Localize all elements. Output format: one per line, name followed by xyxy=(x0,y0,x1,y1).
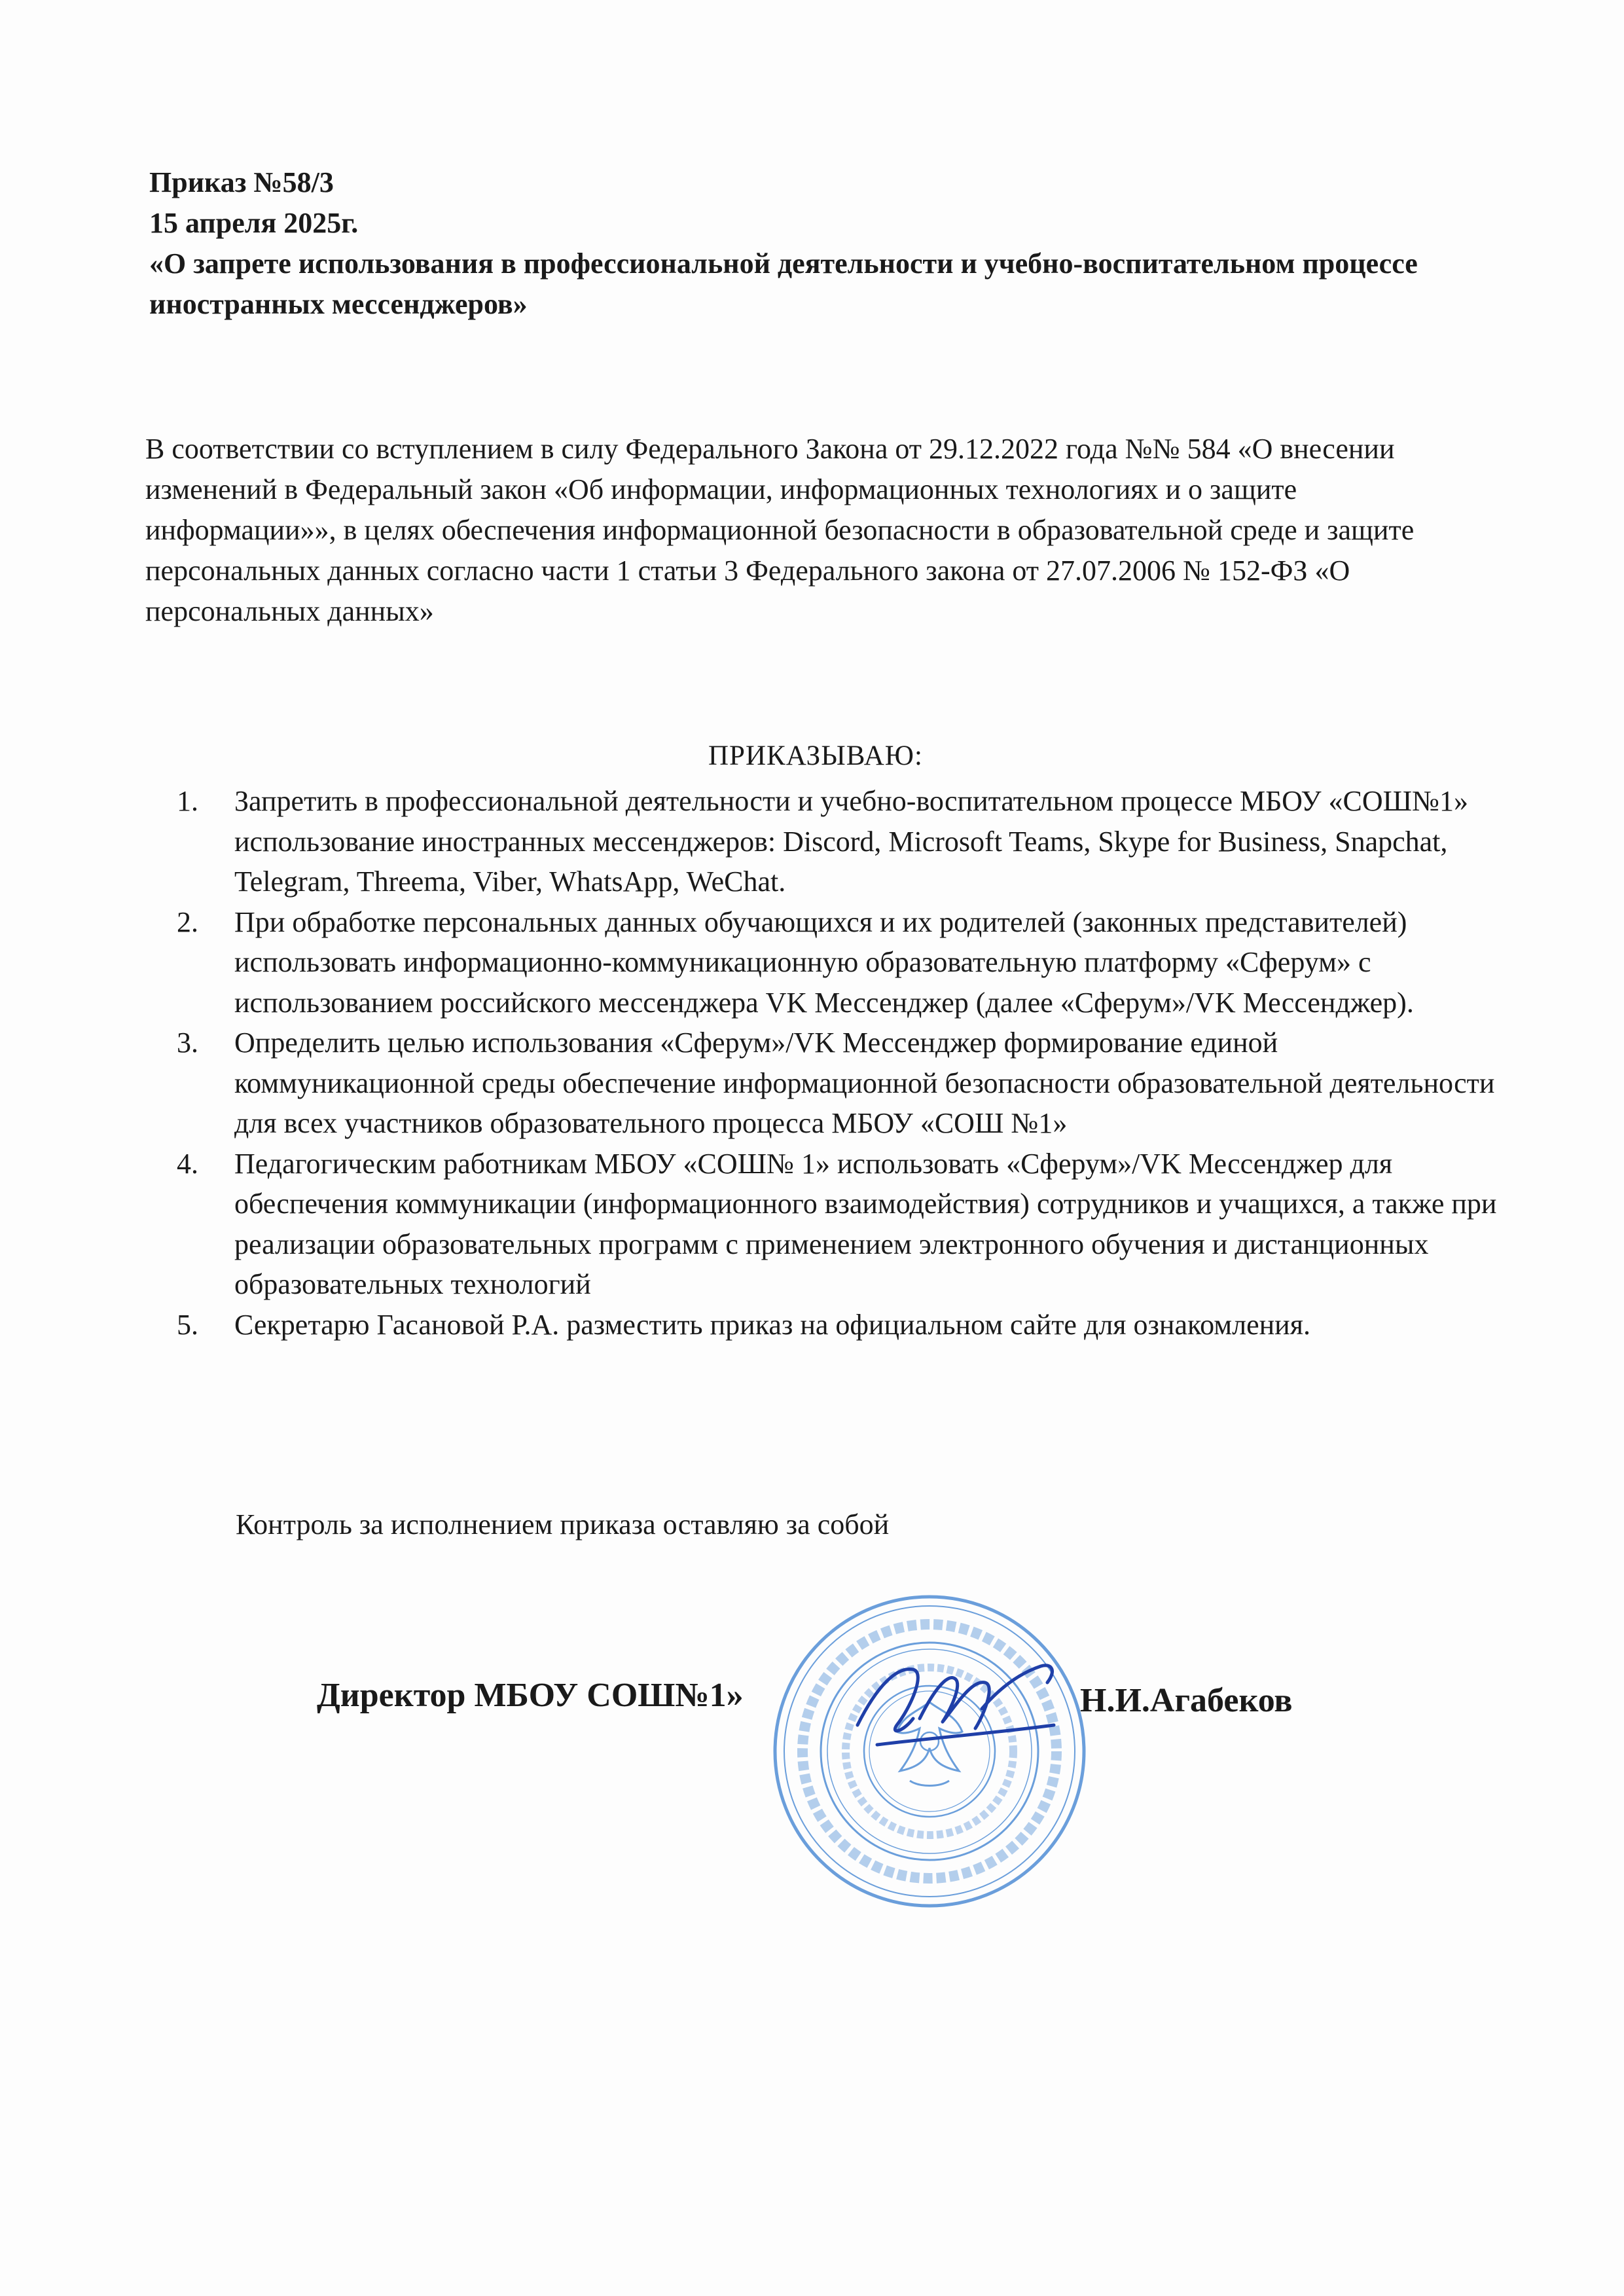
signature-row xyxy=(0,1676,1624,1755)
order-title: «О запрете использования в профессиональной деятельности и учебно-воспитательном процессе иностранных мессенджеров» xyxy=(149,247,1418,320)
item-text: Секретарю Гасановой Р.А. разместить приказ на официальном сайте для ознакомления. xyxy=(234,1308,1310,1341)
signer-position: Директор МБОУ СОШ№1» xyxy=(317,1677,744,1714)
control-text: Контроль за исполнением приказа оставляю за собой xyxy=(236,1508,890,1540)
list-item xyxy=(177,1144,1512,1305)
order-items-list xyxy=(177,781,1512,1345)
list-item xyxy=(177,902,1512,1023)
order-header xyxy=(149,162,1491,325)
item-number: 5. xyxy=(177,1308,198,1341)
item-text: При обработке персональных данных обучающихся и их родителей (законных представителей) использовать информационно-коммуникационную образовательную платформу «Сферум» с использованием российского мессенджера VK Мессенджер (далее «Сферум»/VK Мессенджер). xyxy=(234,905,1414,1019)
list-item xyxy=(177,1023,1512,1144)
list-item xyxy=(177,781,1512,902)
order-word: ПРИКАЗЫВАЮ: xyxy=(708,740,923,771)
item-text: Запретить в профессиональной деятельности и учебно-воспитательном процессе МБОУ «СОШ№1» использование иностранных мессенджеров: Discord, Microsoft Teams, Skype for Business, Snapchat, Telegram, Threema, Viber, WhatsApp, WeChat. xyxy=(234,785,1469,898)
order-date: 15 апреля 2025г. xyxy=(149,207,359,239)
item-number: 4. xyxy=(177,1147,198,1180)
order-number: Приказ №58/3 xyxy=(149,166,334,198)
handwritten-signature xyxy=(851,1647,1067,1758)
item-number: 2. xyxy=(177,905,198,938)
item-number: 3. xyxy=(177,1027,198,1059)
item-number: 1. xyxy=(177,785,198,817)
item-text: Определить целью использования «Сферум»/VK Мессенджер формирование единой коммуникационной среды обеспечение информационной безопасности образовательной деятельности для всех участников образовательного процесса МБОУ «СОШ №1» xyxy=(234,1027,1495,1139)
item-text: Педагогическим работникам МБОУ «СОШ№ 1» использовать «Сферум»/VK Мессенджер для обеспечения коммуникации (информационного взаимодействия) сотрудников и учащихся, а также при реализации образовательных программ с применением электронного обучения и дистанционных образовательных технологий xyxy=(234,1147,1497,1300)
preamble-paragraph: В соответствии со вступлением в силу Федерального Закона от 29.12.2022 года №№ 584 «О внесении изменений в Федеральный закон «Об информации, информационных технологиях и о защите информации»», в целях обеспечения информационной безопасности в образовательной среде и защите персональных данных согласно части 1 статьи 3 Федерального закона от 27.07.2006 № 152-ФЗ «О персональных данных» xyxy=(145,433,1415,627)
signer-name: Н.И.Агабеков xyxy=(1080,1682,1293,1719)
list-item xyxy=(177,1305,1512,1345)
